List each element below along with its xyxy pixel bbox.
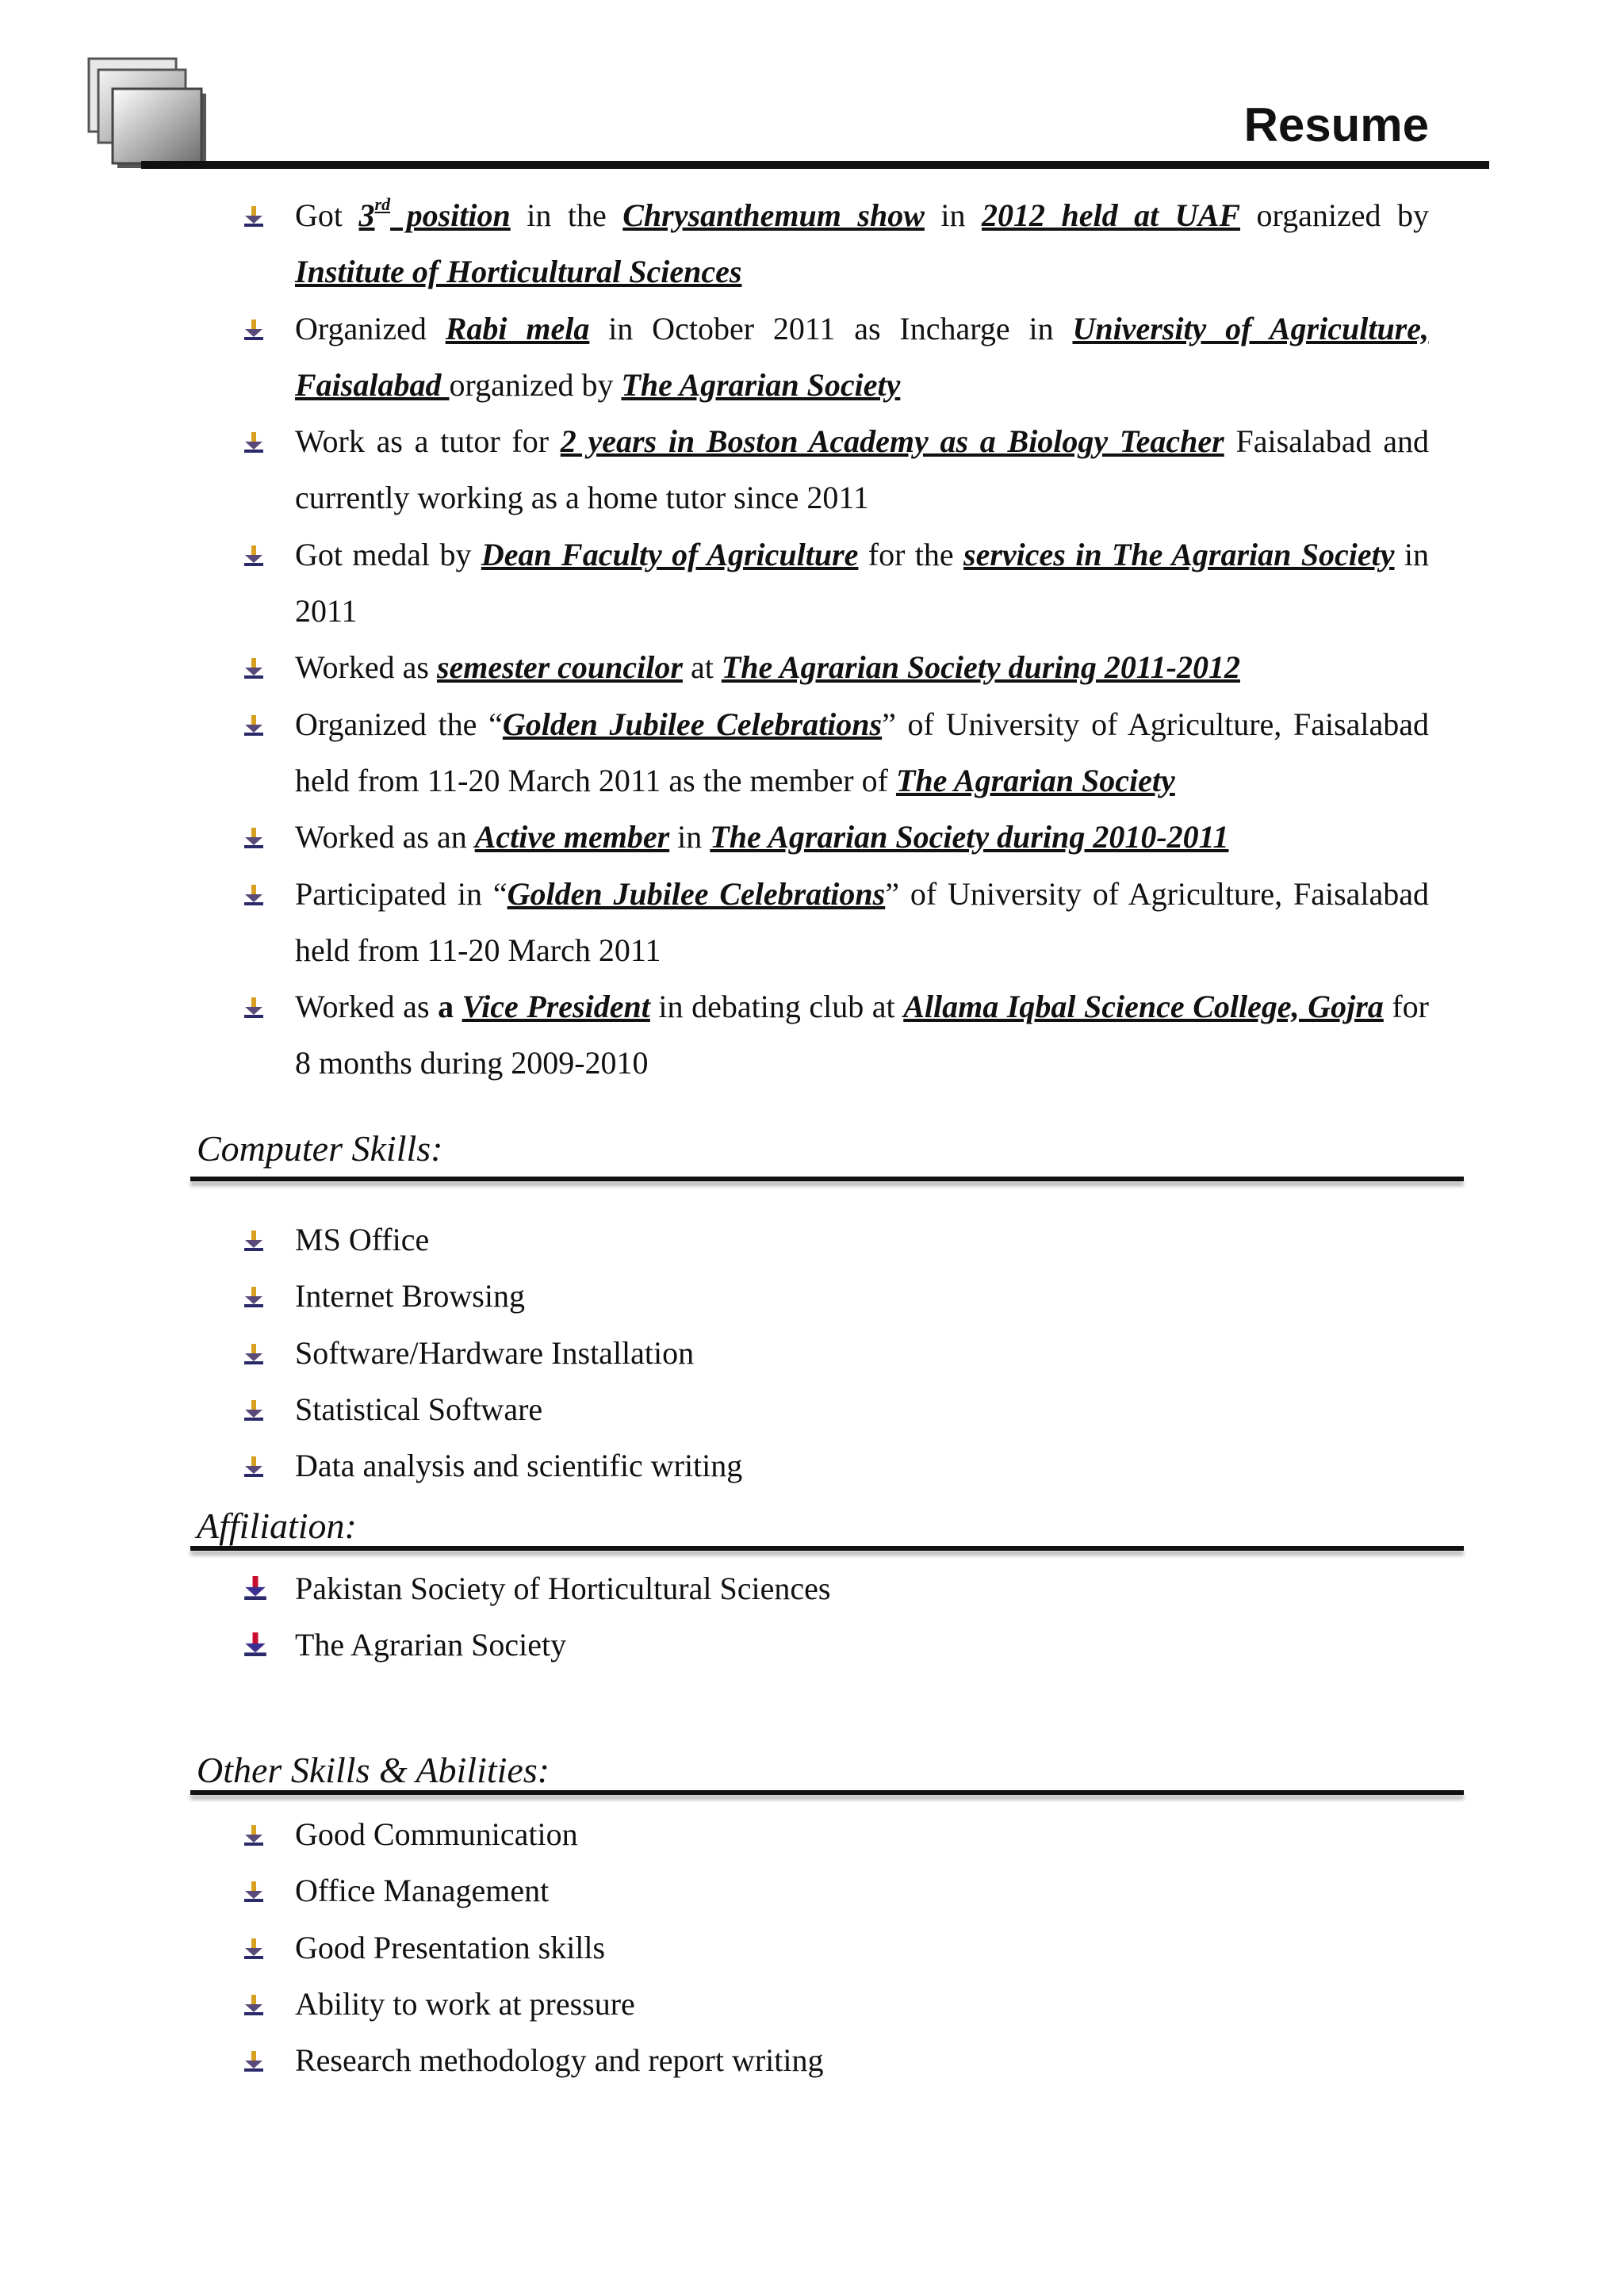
bullet-arrow-icon — [243, 1576, 268, 1600]
computer-skills-divider — [190, 1177, 1464, 1181]
achievement-text — [295, 423, 1429, 515]
other-skill-item-label: Office Management — [295, 1873, 550, 1909]
computer-skill-item-label: Data analysis and scientific writing — [295, 1448, 743, 1484]
achievement-text-segment: Work as a tutor for — [295, 423, 561, 460]
achievement-text-segment: Faisalabad and currently working as a home tutor since 2011 — [295, 423, 1429, 516]
other-skill-item-label: Research methodology and report writing — [295, 2042, 824, 2079]
bullet-arrow-icon — [244, 545, 263, 566]
bullet-arrow-icon — [244, 206, 263, 227]
affiliation-item-label: Pakistan Society of Horticultural Sciences — [295, 1571, 831, 1606]
emphasized-text: position — [390, 197, 511, 233]
computer-skill-item — [0, 1268, 1624, 1324]
computer-skills-list — [0, 1211, 1624, 1494]
emphasized-text: Active member — [474, 819, 670, 855]
other-skill-item — [0, 1806, 1624, 1862]
computer-skill-item-label: Software/Hardware Installation — [295, 1334, 695, 1371]
other-skill-item — [0, 2032, 1624, 2088]
emphasized-text: University of Agriculture, Faisalabad — [295, 310, 1430, 403]
other-skill-item-label: Good Communication — [295, 1816, 578, 1852]
emphasized-text: Rabi mela — [445, 310, 590, 346]
emphasized-text: The Agrarian Society during 2010-2011 — [710, 819, 1229, 855]
achievement-text-segment: Got medal by — [295, 536, 481, 572]
bullet-arrow-icon — [244, 1230, 263, 1251]
affiliation-heading: Affiliation: — [197, 1506, 357, 1546]
bullet-arrow-icon — [244, 1344, 263, 1364]
bullet-arrow-icon — [244, 715, 263, 736]
emphasized-text: The Agrarian Society — [895, 762, 1175, 798]
achievement-text — [295, 819, 1228, 855]
achievement-text — [295, 989, 1429, 1081]
affiliation-list — [0, 1560, 1624, 1674]
bullet-arrow-icon — [244, 1400, 263, 1421]
affiliation-item-label: The Agrarian Society — [295, 1627, 567, 1663]
achievement-text-segment: in the — [510, 197, 623, 233]
achievement-text-segment: Worked as — [295, 989, 439, 1025]
achievement-text-segment: in debating club at — [649, 989, 904, 1025]
achievement-text — [295, 876, 1429, 968]
computer-skill-item-label: Internet Browsing — [295, 1278, 525, 1314]
achievement-text-segment: in — [669, 819, 710, 855]
achievement-item — [0, 300, 1624, 414]
computer-skill-item-label: MS Office — [295, 1222, 430, 1257]
affiliation-divider — [190, 1546, 1464, 1551]
emphasized-text: 2012 held at UAF — [982, 197, 1241, 233]
other-skill-item-label: Good Presentation skills — [295, 1929, 606, 1965]
computer-skill-item — [0, 1211, 1624, 1268]
bullet-arrow-icon — [244, 1287, 263, 1307]
achievement-text-segment: in October 2011 as Incharge in — [589, 310, 1073, 346]
emphasized-text: 3 — [358, 197, 375, 233]
computer-skill-item — [0, 1325, 1624, 1381]
achievement-text-segment: for the — [858, 536, 964, 572]
emphasized-text: semester councilor — [436, 649, 683, 686]
bullet-arrow-icon — [244, 2051, 263, 2072]
other-skill-item — [0, 1976, 1624, 2032]
other-skills-divider — [190, 1790, 1464, 1795]
achievement-text — [295, 649, 1240, 685]
bullet-arrow-icon — [244, 885, 263, 905]
bullet-arrow-icon — [244, 997, 263, 1018]
achievement-text — [295, 311, 1429, 403]
other-skills-heading: Other Skills & Abilities: — [197, 1750, 550, 1790]
bullet-arrow-icon — [244, 1825, 263, 1846]
achievement-text-segment: Organized the “ — [295, 706, 503, 742]
emphasized-text: services in The Agrarian Society — [963, 536, 1395, 572]
other-skill-item — [0, 1862, 1624, 1919]
computer-skill-item — [0, 1381, 1624, 1437]
affiliation-item — [0, 1617, 1624, 1673]
bullet-arrow-icon — [244, 432, 263, 453]
achievement-item — [0, 866, 1624, 979]
bullet-arrow-icon — [244, 1456, 263, 1477]
achievement-text — [295, 194, 1430, 290]
achievement-text-segment: ” of University of Agriculture, Faisalabad held from 11-20 March 2011 as the member of — [295, 706, 1430, 798]
achievement-text-segment: Organized — [295, 310, 446, 346]
emphasized-text: The Agrarian Society during 2011-2012 — [721, 649, 1240, 686]
emphasized-text: Allama Iqbal Science College, Gojra — [903, 989, 1384, 1025]
achievement-text-segment: a — [438, 989, 454, 1025]
achievement-text-segment: Worked as an — [295, 819, 475, 855]
achievement-text-segment: Participated in “ — [295, 875, 508, 912]
other-skill-item — [0, 1919, 1624, 1976]
bullet-arrow-icon — [244, 1938, 263, 1959]
achievement-item — [0, 526, 1624, 640]
header-divider — [141, 161, 1489, 169]
emphasized-text: Golden Jubilee Celebrations — [502, 706, 883, 742]
achievement-text-segment: organized by — [1240, 197, 1430, 233]
computer-skill-item-label: Statistical Software — [295, 1391, 543, 1427]
achievements-list — [0, 187, 1624, 1092]
emphasized-text: Vice President — [462, 989, 650, 1025]
bullet-arrow-icon — [244, 320, 263, 340]
bullet-arrow-icon — [244, 658, 263, 679]
bullet-arrow-icon — [244, 1881, 263, 1902]
emphasized-text: The Agrarian Society — [621, 366, 901, 403]
computer-skills-heading: Computer Skills: — [197, 1128, 443, 1169]
emphasized-text: Dean Faculty of Agriculture — [481, 536, 859, 572]
emphasized-text: rd — [374, 194, 391, 215]
emphasized-text: Institute of Horticultural Sciences — [295, 254, 742, 290]
bullet-arrow-icon — [243, 1632, 268, 1656]
emphasized-text: Chrysanthemum show — [622, 197, 925, 233]
achievement-text-segment: at — [682, 649, 722, 686]
achievement-item — [0, 696, 1624, 809]
other-skills-list — [0, 1806, 1624, 2088]
resume-logo-icon — [86, 55, 213, 174]
achievement-text-segment: for 8 months during 2009-2010 — [295, 989, 1429, 1081]
achievement-text-segment: organized by — [449, 366, 622, 403]
achievement-text — [295, 537, 1429, 629]
computer-skill-item — [0, 1437, 1624, 1494]
achievement-text-segment: Worked as — [295, 649, 437, 686]
achievement-text-segment: in — [924, 197, 982, 233]
achievement-text-segment — [454, 989, 462, 1024]
achievement-text — [295, 706, 1429, 798]
achievement-item — [0, 413, 1624, 526]
emphasized-text: 2 years in Boston Academy as a Biology Teacher — [560, 423, 1224, 460]
achievement-text-segment: ” of University of Agriculture, Faisalabad held from 11-20 March 2011 — [295, 875, 1430, 968]
achievement-text-segment: Got — [295, 197, 359, 233]
achievement-item — [0, 809, 1624, 865]
achievement-item — [0, 639, 1624, 695]
page-title: Resume — [1243, 98, 1429, 151]
achievement-item — [0, 978, 1624, 1092]
other-skill-item-label: Ability to work at pressure — [295, 1985, 635, 2022]
bullet-arrow-icon — [244, 828, 263, 848]
emphasized-text: Golden Jubilee Celebrations — [507, 875, 886, 912]
bullet-arrow-icon — [244, 1995, 263, 2015]
affiliation-item — [0, 1560, 1624, 1617]
achievement-text-segment: in 2011 — [295, 536, 1429, 629]
achievement-item — [0, 187, 1624, 300]
